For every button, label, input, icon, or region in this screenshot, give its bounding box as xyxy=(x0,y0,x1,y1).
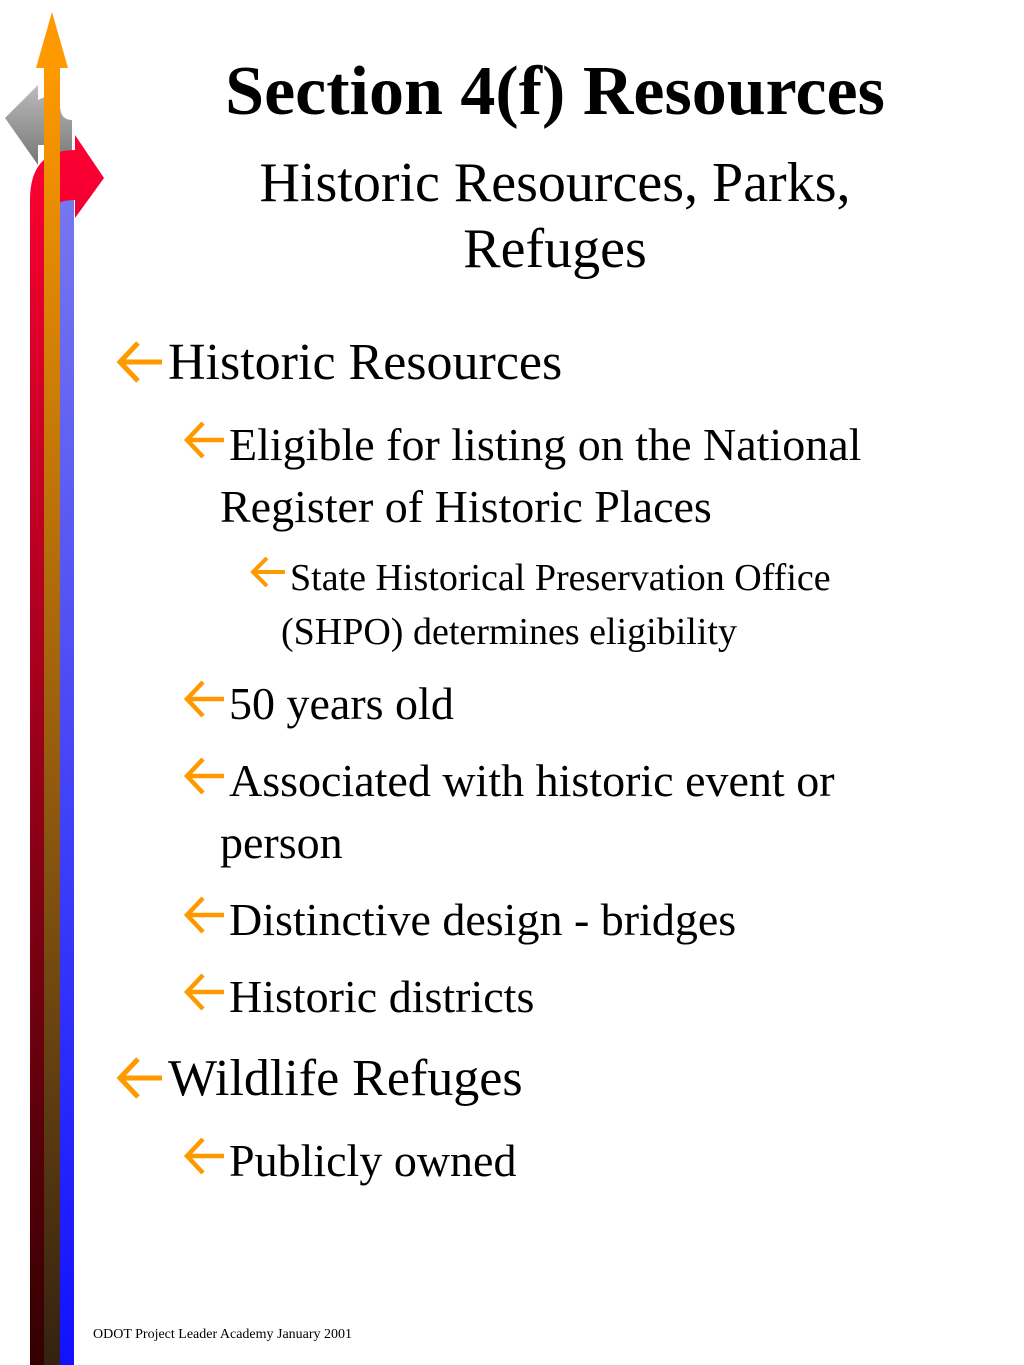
bullet-fifty-years xyxy=(229,673,989,735)
bullet-associated xyxy=(220,750,989,874)
bullet-historic-districts xyxy=(229,966,989,1028)
bullet-text: Historic Resources xyxy=(168,334,563,391)
bullet-text: Historic districts xyxy=(229,971,535,1022)
footer-text: ODOT Project Leader Academy January 2001 xyxy=(93,1327,353,1342)
bullet-text: Wildlife Refuges xyxy=(168,1050,523,1107)
left-arrow-icon xyxy=(114,1055,164,1101)
bullet-text: 50 years old xyxy=(229,678,454,729)
bullet-text-line-2: (SHPO) determines eligibility xyxy=(281,611,737,653)
bullet-text-line-2: Register of Historic Places xyxy=(220,481,712,532)
bullet-distinctive-design xyxy=(229,889,989,951)
left-arrow-icon xyxy=(182,895,226,935)
bullet-shpo xyxy=(281,551,990,659)
bullet-historic-resources xyxy=(168,331,988,395)
left-arrow-icon xyxy=(114,339,164,385)
left-arrow-icon xyxy=(182,1136,226,1176)
decorative-arrows xyxy=(0,0,110,1365)
left-arrow-icon xyxy=(182,679,226,719)
bullet-text-line-2: person xyxy=(220,817,343,868)
subtitle-line-2: Refuges xyxy=(463,218,647,280)
slide-title: Section 4(f) Resources xyxy=(225,53,885,130)
bullet-text-line-1: Eligible for listing on the National xyxy=(229,419,862,470)
bullet-eligible xyxy=(220,414,989,538)
bullet-text-line-1: State Historical Preservation Office xyxy=(290,557,831,599)
bullet-text-line-1: Associated with historic event or xyxy=(229,755,835,806)
bullet-text: Publicly owned xyxy=(229,1135,517,1186)
bullet-publicly-owned xyxy=(229,1130,989,1192)
left-arrow-icon xyxy=(182,972,226,1012)
left-arrow-icon xyxy=(182,756,226,796)
left-arrow-icon xyxy=(249,555,287,589)
bullet-wildlife-refuges xyxy=(168,1047,988,1111)
subtitle-line-1: Historic Resources, Parks, xyxy=(259,152,851,214)
blue-bar xyxy=(60,190,74,1365)
bullet-text: Distinctive design - bridges xyxy=(229,894,737,945)
left-arrow-icon xyxy=(182,420,226,460)
slide-subtitle xyxy=(130,150,980,282)
